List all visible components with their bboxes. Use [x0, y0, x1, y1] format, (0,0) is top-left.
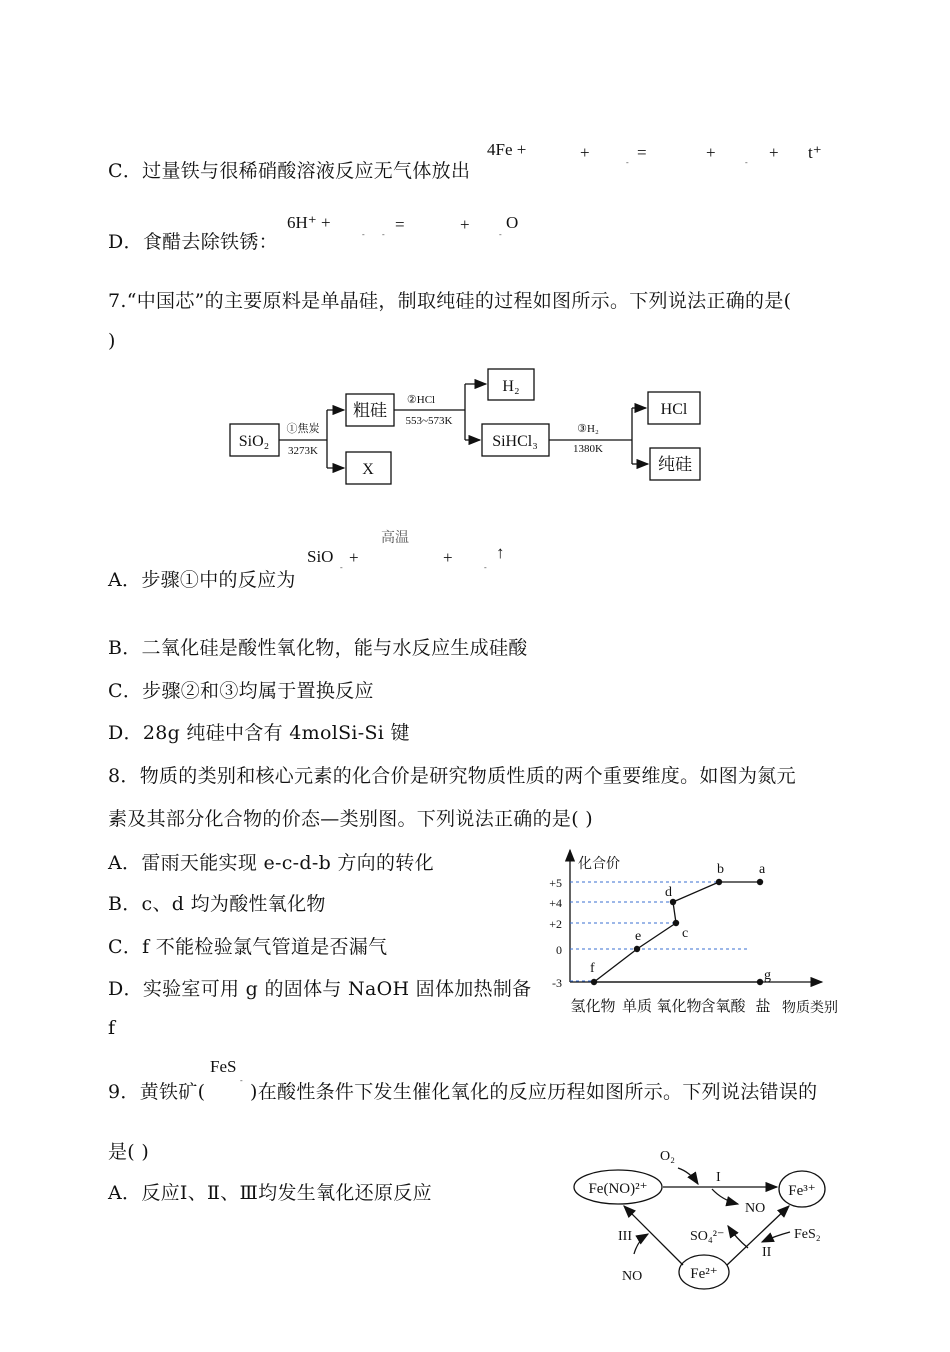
- chart-y-tick-label: -3: [552, 976, 562, 990]
- chart-x-tick-label: 单质: [621, 999, 653, 1015]
- flow-label-h2: H₂: [502, 378, 520, 395]
- cycle-label-fe-no: Fe(NO)²⁺: [588, 1181, 648, 1197]
- cycle-label-fe2: Fe²⁺: [690, 1266, 718, 1282]
- q6-d-eq-equals: =: [395, 215, 405, 234]
- q8-option-b: B．c、d 均为酸性氧化物: [108, 893, 326, 915]
- q9-fes2-sub-mark: -: [240, 1076, 243, 1085]
- q8-option-c: C．f 不能检验氯气管道是否漏气: [108, 936, 388, 958]
- q8-stem-line-2: 素及其部分化合物的价态—类别图。下列说法正确的是( ): [108, 808, 593, 830]
- q6-c-eq-term-1: 4Fe +: [487, 140, 527, 159]
- q9-option-a: A．反应Ⅰ、Ⅱ、Ⅲ均发生氧化还原反应: [108, 1182, 432, 1204]
- q6-c-eq-sub-mark: -: [745, 158, 748, 167]
- q6-d-eq-sub-mark: -: [499, 230, 502, 239]
- chart-x-tick-label: 含氧酸: [700, 999, 746, 1015]
- flow-temp-1: 3273K: [288, 445, 318, 457]
- q8-option-d-line-1: D．实验室可用 g 的固体与 NaOH 固体加热制备: [108, 978, 532, 1000]
- q7-a-eq-sub-mark: -: [340, 563, 343, 572]
- q6-c-eq-plus-2: +: [706, 143, 716, 162]
- cycle-label-no-in: NO: [622, 1269, 643, 1284]
- cycle-label-o2: O₂: [660, 1149, 675, 1164]
- chart-point-label: f: [590, 961, 595, 976]
- cycle-so4-out: [728, 1226, 748, 1248]
- cycle-fes2-in: [762, 1232, 790, 1242]
- flow-label-crude-si: 粗硅: [353, 401, 387, 420]
- q7-option-b: B．二氧化硅是酸性氧化物，能与水反应生成硅酸: [108, 637, 528, 659]
- q7-option-c: C．步骤②和③均属于置换反应: [108, 680, 374, 702]
- chart-point-label: e: [635, 929, 642, 944]
- q7-option-d: D．28g 纯硅中含有 4molSi-Si 键: [108, 722, 410, 744]
- flow-step-1: ①焦炭: [286, 423, 320, 435]
- chart-y-label: 化合价: [578, 857, 620, 872]
- q8-option-a: A．雷雨天能实现 e-c-d-b 方向的转化: [108, 852, 434, 874]
- q9-fes2-formula: FeS: [210, 1057, 237, 1076]
- q8-option-d-line-2: f: [108, 1017, 116, 1039]
- q8-stem-line-1: 8．物质的类别和核心元素的化合价是研究物质性质的两个重要维度。如图为氮元: [108, 765, 796, 787]
- cycle-label-so4: SO₄²⁻: [690, 1229, 725, 1244]
- q7-a-eq-sub-mark: -: [484, 563, 487, 572]
- q7-stem-line-2: ): [108, 330, 116, 352]
- q6-c-eq-equals: =: [637, 143, 647, 162]
- flow-step-2: ②HCl: [406, 394, 436, 406]
- chart-y-tick-label: +5: [549, 876, 562, 890]
- q6-option-d: D．食醋去除铁锈：: [108, 231, 278, 253]
- chart-point-label: d: [665, 885, 672, 900]
- q7-a-eq-term-1: SiO: [307, 547, 334, 566]
- chart-point-label: b: [717, 862, 724, 877]
- q9-stem-line-2: 是( ): [108, 1141, 150, 1163]
- q7-stem-line-1: 7.“中国芯”的主要原料是单晶硅，制取纯硅的过程如图所示。下列说法正确的是(: [108, 290, 792, 312]
- q6-d-eq-sub-mark: -: [382, 230, 385, 239]
- cycle-arrow-3: [624, 1206, 683, 1265]
- chart-y-tick-label: 0: [556, 943, 562, 957]
- cycle-no-in: [634, 1234, 648, 1254]
- chart-x-tick-label: 盐: [755, 999, 771, 1015]
- chart-x-tick-label: 氧化物: [656, 999, 702, 1015]
- q6-c-eq-plus-1: +: [580, 143, 590, 162]
- q7-option-a: A．步骤①中的反应为: [108, 569, 296, 591]
- q6-d-eq-term-2: O: [506, 213, 519, 232]
- cycle-label-reaction-3: III: [618, 1229, 632, 1244]
- q6-d-eq-term-1: 6H⁺ +: [287, 213, 331, 232]
- flow-label-pure-si: 纯硅: [658, 455, 692, 474]
- flow-label-sio2: SiO₂: [238, 433, 270, 450]
- q9-stem-part-1: 9．黄铁矿(: [108, 1081, 206, 1103]
- q6-option-c: C．过量铁与很稀硝酸溶液反应无气体放出: [108, 160, 471, 182]
- q7-a-eq-plus-1: +: [349, 548, 359, 567]
- chart-point-label: a: [759, 862, 766, 877]
- q6-c-eq-sub-mark: -: [626, 158, 629, 167]
- cycle-label-reaction-1: I: [716, 1170, 721, 1185]
- flow-temp-2: 553~573K: [405, 415, 453, 427]
- chart-x-tick-label: 氢化物: [570, 999, 616, 1015]
- flow-label-x: X: [362, 461, 374, 478]
- q6-d-eq-sub-mark: -: [362, 230, 365, 239]
- cycle-o2-in: [678, 1168, 698, 1184]
- flow-step-3: ③H₂: [577, 423, 599, 435]
- chart-point-label: g: [764, 968, 771, 983]
- cycle-label-reaction-2: II: [762, 1245, 772, 1260]
- q7-a-eq-plus-2: +: [443, 548, 453, 567]
- q6-c-eq-plus-3: +: [769, 143, 779, 162]
- q6-d-eq-plus: +: [460, 215, 470, 234]
- cycle-label-fes2: FeS₂: [794, 1227, 821, 1242]
- flow-label-sihcl3: SiHCl₃: [492, 433, 538, 450]
- chart-point-label: c: [682, 926, 689, 941]
- flow-temp-3: 1380K: [573, 443, 603, 455]
- cycle-label-no-out: NO: [745, 1201, 766, 1216]
- chart-y-tick-label: +2: [549, 917, 562, 931]
- q7-a-condition: 高温: [381, 531, 409, 546]
- q9-stem-part-2: )在酸性条件下发生催化氧化的反应历程如图所示。下列说法错误的: [250, 1081, 818, 1103]
- chart-x-label: 物质类别: [782, 1001, 838, 1016]
- chart-y-tick-label: +4: [549, 896, 562, 910]
- cycle-no-out: [712, 1189, 738, 1204]
- q6-c-eq-term-2: t⁺: [808, 143, 822, 162]
- flow-label-hcl: HCl: [660, 401, 688, 418]
- q7-a-eq-gas: ↑: [496, 543, 505, 562]
- cycle-label-fe3: Fe³⁺: [788, 1183, 816, 1199]
